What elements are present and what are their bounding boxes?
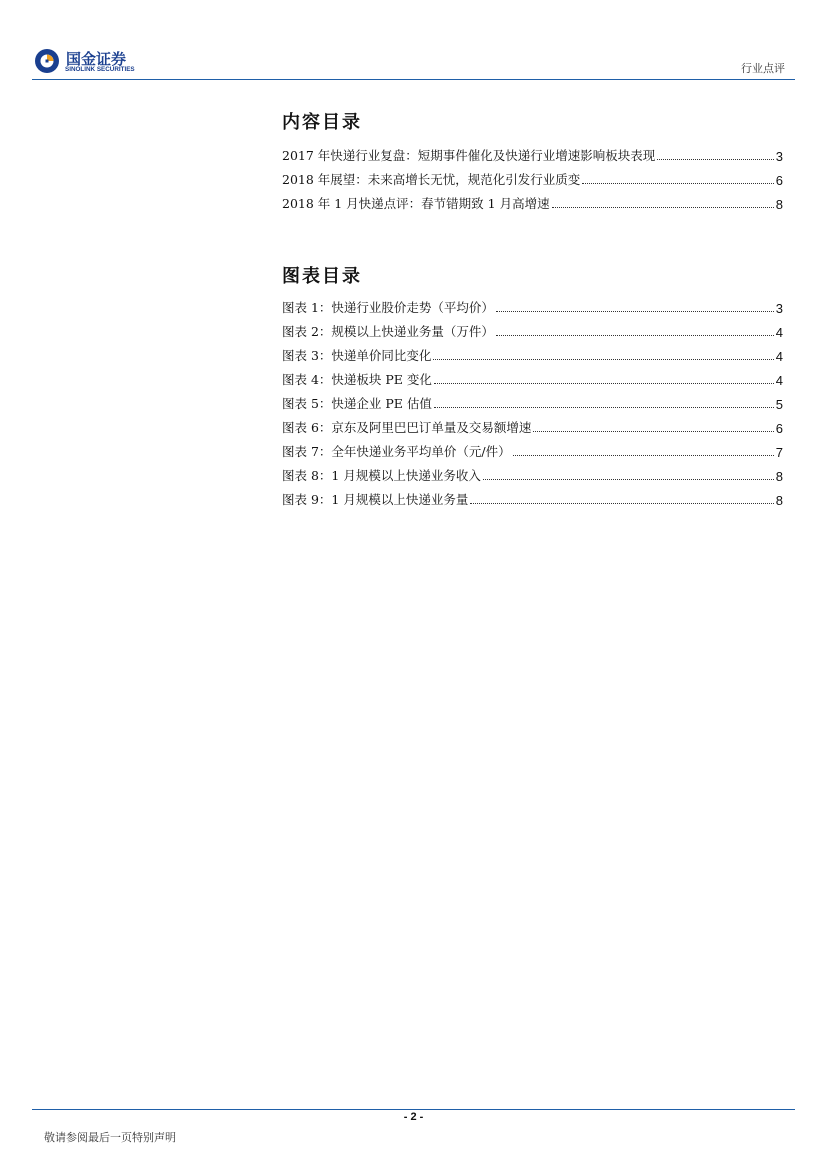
figures-list xyxy=(282,292,783,508)
dot-leader xyxy=(483,479,774,480)
figure-entry[interactable] xyxy=(282,340,783,364)
toc-entry-page: 6 xyxy=(775,173,783,188)
toc-entry-page: 8 xyxy=(775,197,783,212)
figure-entry[interactable] xyxy=(282,436,783,460)
report-category: 行业点评 xyxy=(741,62,785,75)
figure-entry[interactable] xyxy=(282,412,783,436)
figure-entry-page: 4 xyxy=(775,373,783,388)
figure-entry-page: 6 xyxy=(775,421,783,436)
figure-entry[interactable] xyxy=(282,460,783,484)
figure-entry-text: 图表 4：快递板块 PE 变化 xyxy=(282,372,432,387)
page-header xyxy=(0,0,827,82)
dot-leader xyxy=(470,503,773,504)
toc-entry-text: 2018 年展望：未来高增长无忧，规范化引发行业质变 xyxy=(282,172,581,187)
figure-entry-text: 图表 3：快递单价同比变化 xyxy=(282,348,432,363)
figure-entry-page: 8 xyxy=(775,493,783,508)
dot-leader xyxy=(434,383,774,384)
logo-english-name: SINOLINK SECURITIES xyxy=(65,66,135,73)
toc-entry-page: 3 xyxy=(775,149,783,164)
contents-title: 内容目录 xyxy=(282,112,362,133)
sinolink-logo-icon xyxy=(34,48,60,74)
figure-entry-text: 图表 9：1 月规模以上快递业务量 xyxy=(282,492,469,507)
figure-entry-text: 图表 5：快递企业 PE 估值 xyxy=(282,396,432,411)
figure-entry[interactable] xyxy=(282,292,783,316)
contents-list xyxy=(282,140,783,212)
toc-entry-text: 2017 年快递行业复盘：短期事件催化及快递行业增速影响板块表现 xyxy=(282,148,656,163)
dot-leader xyxy=(582,183,773,184)
dot-leader xyxy=(533,431,773,432)
footer-rule xyxy=(32,1109,795,1110)
toc-entry[interactable] xyxy=(282,188,783,212)
dot-leader xyxy=(657,159,773,160)
dot-leader xyxy=(496,335,774,336)
figure-entry-page: 8 xyxy=(775,469,783,484)
figure-entry-page: 3 xyxy=(775,301,783,316)
logo-chinese-name: 国金证券 xyxy=(66,50,127,68)
figure-entry[interactable] xyxy=(282,388,783,412)
dot-leader xyxy=(513,455,774,456)
disclaimer-note: 敬请参阅最后一页特别声明 xyxy=(44,1131,176,1144)
toc-entry[interactable] xyxy=(282,140,783,164)
figures-title: 图表目录 xyxy=(282,266,362,287)
figure-entry-page: 4 xyxy=(775,325,783,340)
dot-leader xyxy=(433,359,773,360)
figure-entry-page: 7 xyxy=(775,445,783,460)
figure-entry-text: 图表 6：京东及阿里巴巴订单量及交易额增速 xyxy=(282,420,532,435)
dot-leader xyxy=(552,207,774,208)
toc-entry[interactable] xyxy=(282,164,783,188)
figure-entry-text: 图表 1：快递行业股价走势（平均价） xyxy=(282,300,494,315)
dot-leader xyxy=(434,407,774,408)
figure-entry-page: 4 xyxy=(775,349,783,364)
figure-entry-text: 图表 8：1 月规模以上快递业务收入 xyxy=(282,468,481,483)
company-logo xyxy=(34,46,164,78)
toc-entry-text: 2018 年 1 月快递点评：春节错期致 1 月高增速 xyxy=(282,196,550,211)
figure-entry-text: 图表 7：全年快递业务平均单价（元/件） xyxy=(282,444,511,459)
figure-entry-text: 图表 2：规模以上快递业务量（万件） xyxy=(282,324,494,339)
figure-entry[interactable] xyxy=(282,484,783,508)
header-rule xyxy=(32,79,795,80)
dot-leader xyxy=(496,311,774,312)
page-number: - 2 - xyxy=(403,1111,424,1123)
figure-entry-page: 5 xyxy=(775,397,783,412)
figure-entry[interactable] xyxy=(282,364,783,388)
figure-entry[interactable] xyxy=(282,316,783,340)
